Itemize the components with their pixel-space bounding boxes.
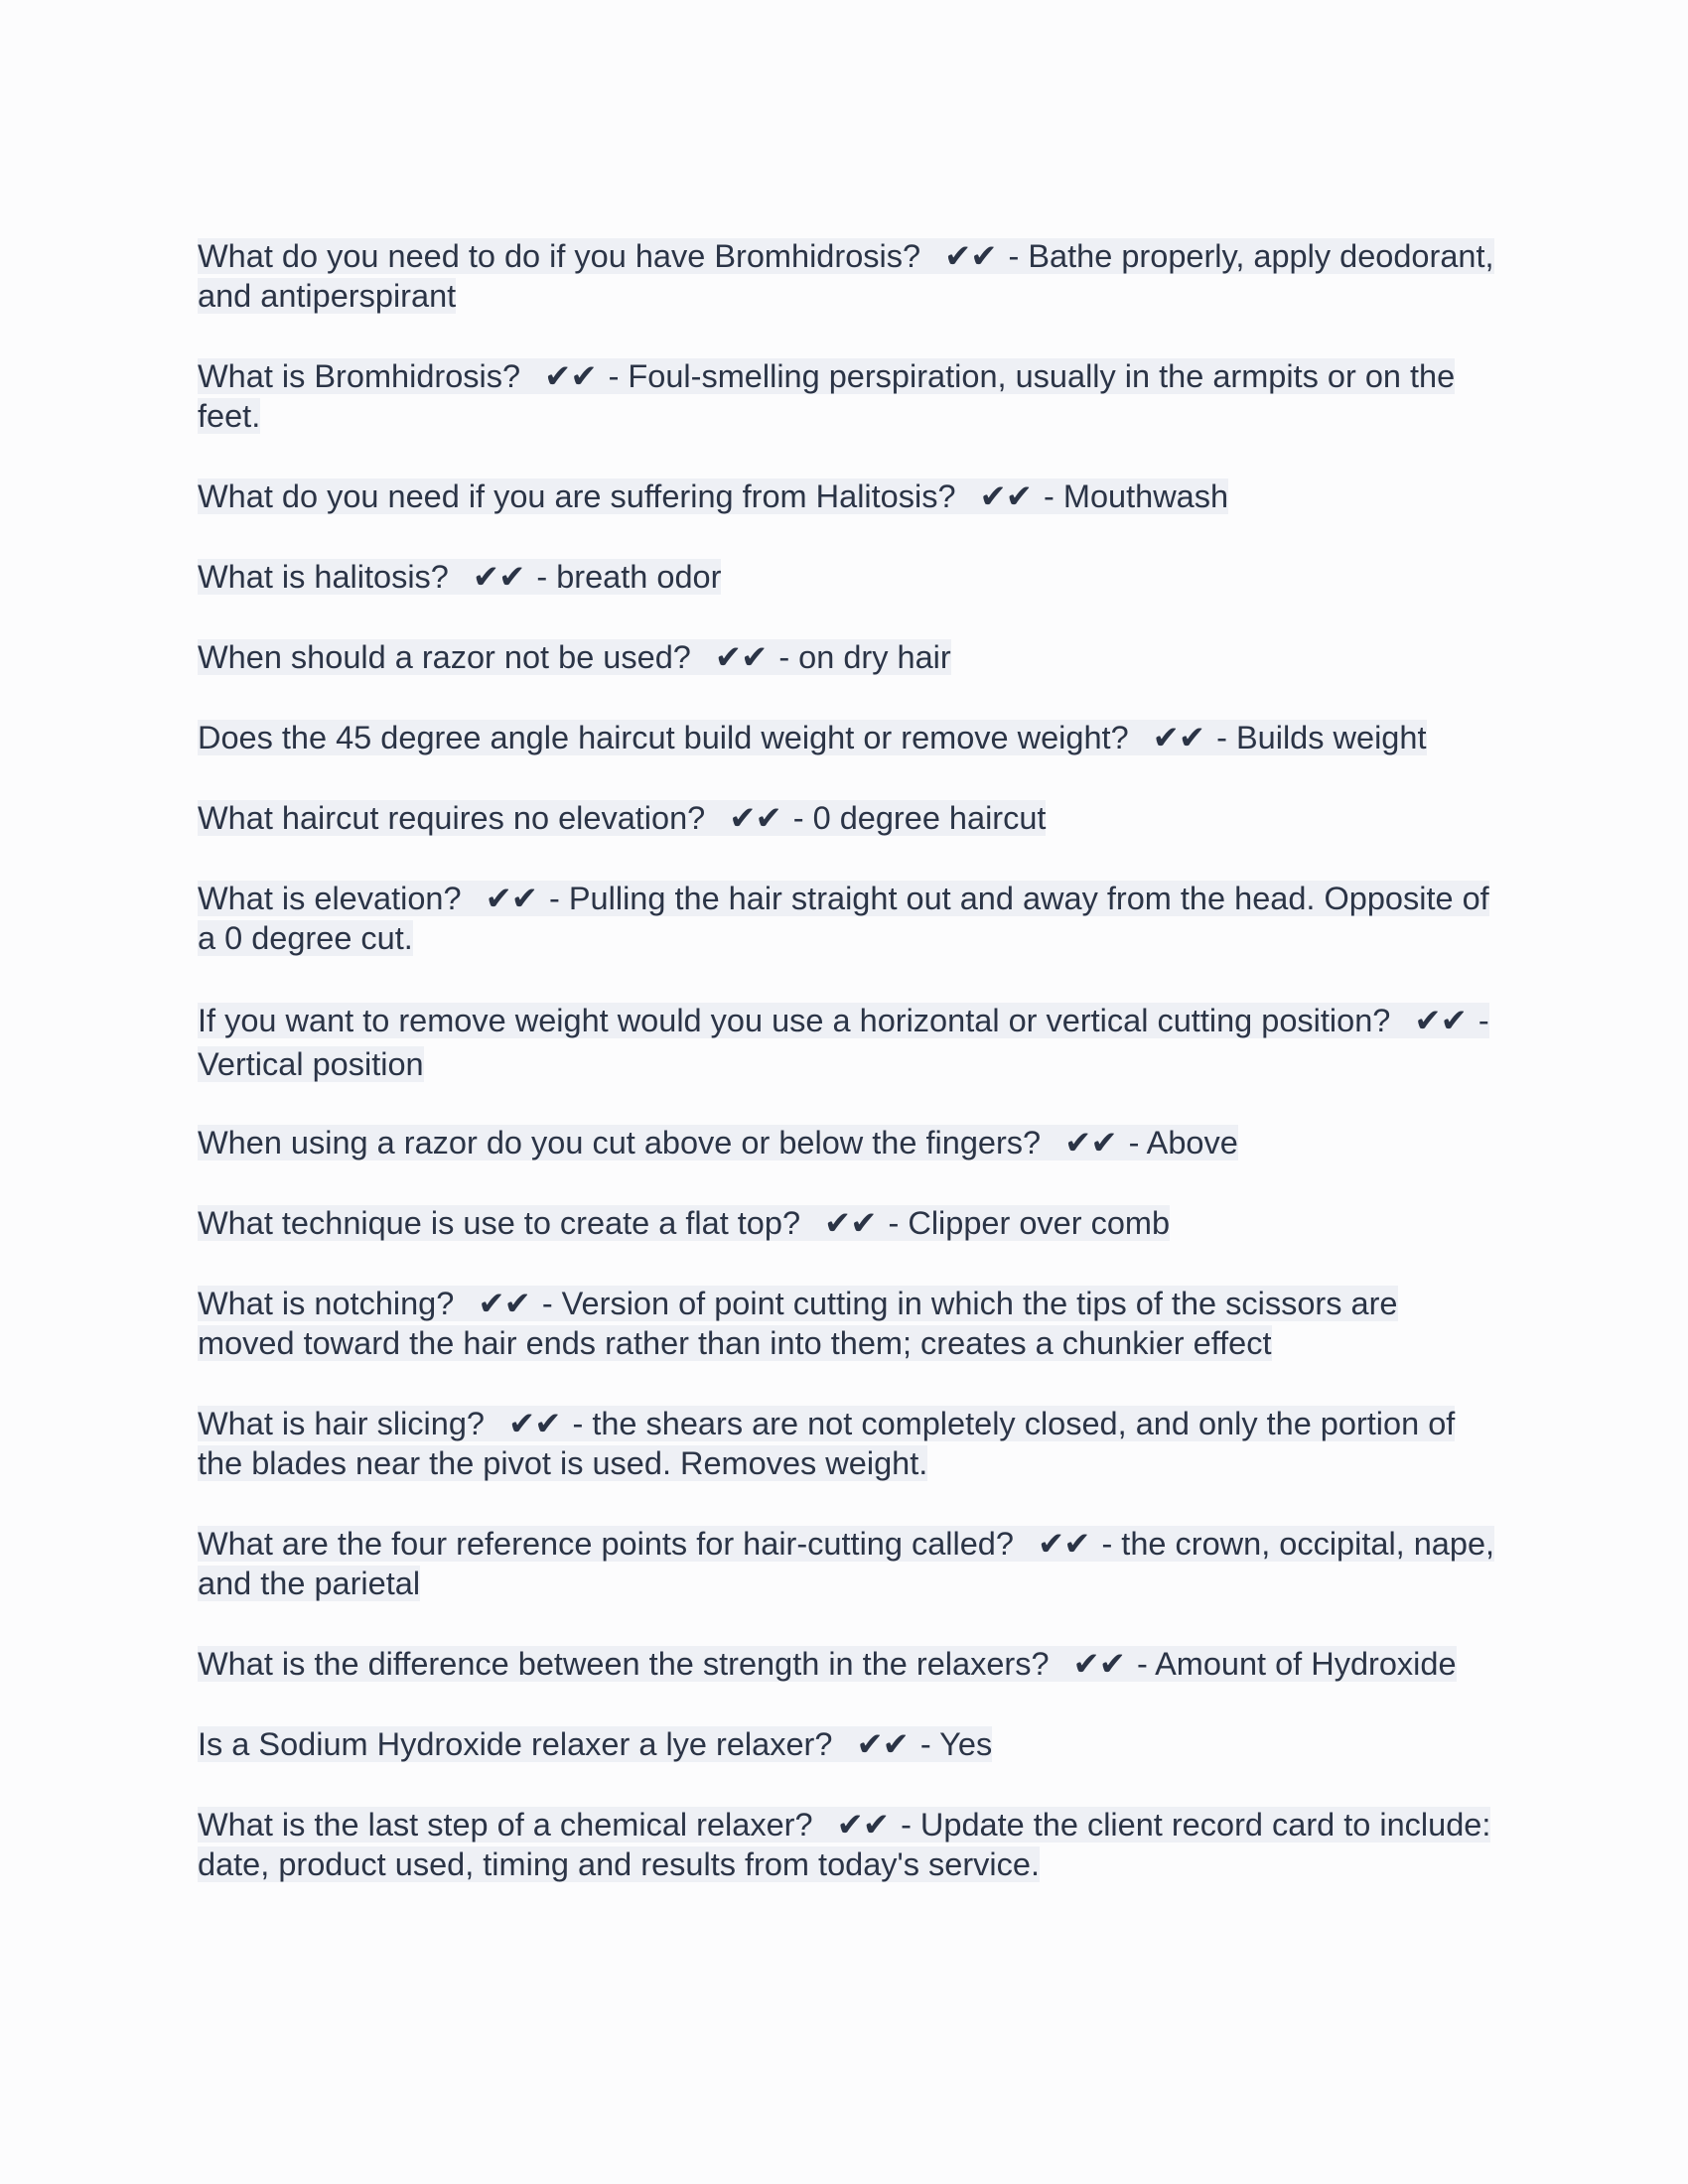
question: What do you need to do if you have Bromhidrosis? xyxy=(198,238,921,274)
answer: - Foul-smelling perspiration, usually in the armpits or on the feet. xyxy=(198,358,1456,434)
question: What is notching? xyxy=(198,1286,455,1321)
answer: - Pulling the hair straight out and away from the head. Opposite of a 0 degree cut. xyxy=(198,881,1489,956)
qa-item xyxy=(198,477,1498,516)
document-page xyxy=(198,236,1498,1925)
question: What is elevation? xyxy=(198,881,462,916)
answer: - Mouthwash xyxy=(1044,478,1229,514)
double-check-icon: ✔✔ xyxy=(944,238,997,274)
qa-item xyxy=(198,1524,1498,1603)
qa-item xyxy=(198,1724,1498,1764)
question: What is halitosis? xyxy=(198,559,449,595)
double-check-icon: ✔✔ xyxy=(1152,720,1205,755)
qa-item xyxy=(198,356,1498,436)
answer: - Yes xyxy=(919,1726,993,1762)
double-check-icon: ✔✔ xyxy=(508,1406,561,1441)
double-check-icon: ✔✔ xyxy=(1037,1526,1090,1562)
qa-item xyxy=(198,236,1498,316)
question: When should a razor not be used? xyxy=(198,639,691,675)
qa-item xyxy=(198,1404,1498,1483)
answer: - 0 degree haircut xyxy=(792,800,1047,836)
question: Does the 45 degree angle haircut build weight or remove weight? xyxy=(198,720,1129,755)
question: What is the last step of a chemical relaxer? xyxy=(198,1807,813,1843)
answer: - Amount of Hydroxide xyxy=(1137,1646,1457,1682)
double-check-icon: ✔✔ xyxy=(478,1286,530,1321)
answer: - Version of point cutting in which the tips of the scissors are moved toward the hair ends rather than into them; creates a chunkier effect xyxy=(198,1286,1398,1361)
double-check-icon: ✔✔ xyxy=(836,1807,890,1843)
double-check-icon: ✔✔ xyxy=(824,1205,877,1241)
qa-item xyxy=(198,999,1498,1086)
answer: - on dry hair xyxy=(778,639,951,675)
double-check-icon: ✔✔ xyxy=(714,639,768,675)
answer: - Bathe properly, apply deodorant, and antiperspirant xyxy=(198,238,1494,314)
double-check-icon: ✔✔ xyxy=(729,800,781,836)
question: What do you need if you are suffering from Halitosis? xyxy=(198,478,956,514)
double-check-icon: ✔✔ xyxy=(472,559,525,595)
double-check-icon: ✔✔ xyxy=(1414,1003,1467,1038)
double-check-icon: ✔✔ xyxy=(856,1726,909,1762)
double-check-icon: ✔✔ xyxy=(544,358,597,394)
answer: - Clipper over comb xyxy=(888,1205,1171,1241)
double-check-icon: ✔✔ xyxy=(1064,1125,1117,1160)
qa-item xyxy=(198,1805,1498,1884)
question: If you want to remove weight would you use a horizontal or vertical cutting position? xyxy=(198,1003,1391,1038)
answer: - the crown, occipital, nape, and the parietal xyxy=(198,1526,1495,1601)
qa-item xyxy=(198,879,1498,958)
question: What is hair slicing? xyxy=(198,1406,485,1441)
question: Is a Sodium Hydroxide relaxer a lye relaxer? xyxy=(198,1726,833,1762)
qa-item xyxy=(198,718,1498,757)
double-check-icon: ✔✔ xyxy=(1072,1646,1126,1682)
question: When using a razor do you cut above or below the fingers? xyxy=(198,1125,1042,1160)
answer: - breath odor xyxy=(536,559,722,595)
answer: - the shears are not completely closed, and only the portion of the blades near the pivot is used. Removes weight. xyxy=(198,1406,1456,1481)
qa-item xyxy=(198,1203,1498,1243)
double-check-icon: ✔✔ xyxy=(979,478,1033,514)
answer: - Above xyxy=(1128,1125,1238,1160)
qa-item xyxy=(198,557,1498,597)
qa-item xyxy=(198,1644,1498,1684)
answer: - Vertical position xyxy=(198,1003,1489,1082)
qa-item xyxy=(198,637,1498,677)
answer: - Builds weight xyxy=(1216,720,1427,755)
qa-item xyxy=(198,798,1498,838)
qa-item xyxy=(198,1284,1498,1363)
question: What are the four reference points for hair-cutting called? xyxy=(198,1526,1014,1562)
question: What technique is use to create a flat top? xyxy=(198,1205,801,1241)
qa-item xyxy=(198,1123,1498,1162)
question: What haircut requires no elevation? xyxy=(198,800,706,836)
double-check-icon: ✔✔ xyxy=(485,881,538,916)
answer: - Update the client record card to include: date, product used, timing and results from today's service. xyxy=(198,1807,1491,1882)
question: What is Bromhidrosis? xyxy=(198,358,521,394)
question: What is the difference between the strength in the relaxers? xyxy=(198,1646,1050,1682)
